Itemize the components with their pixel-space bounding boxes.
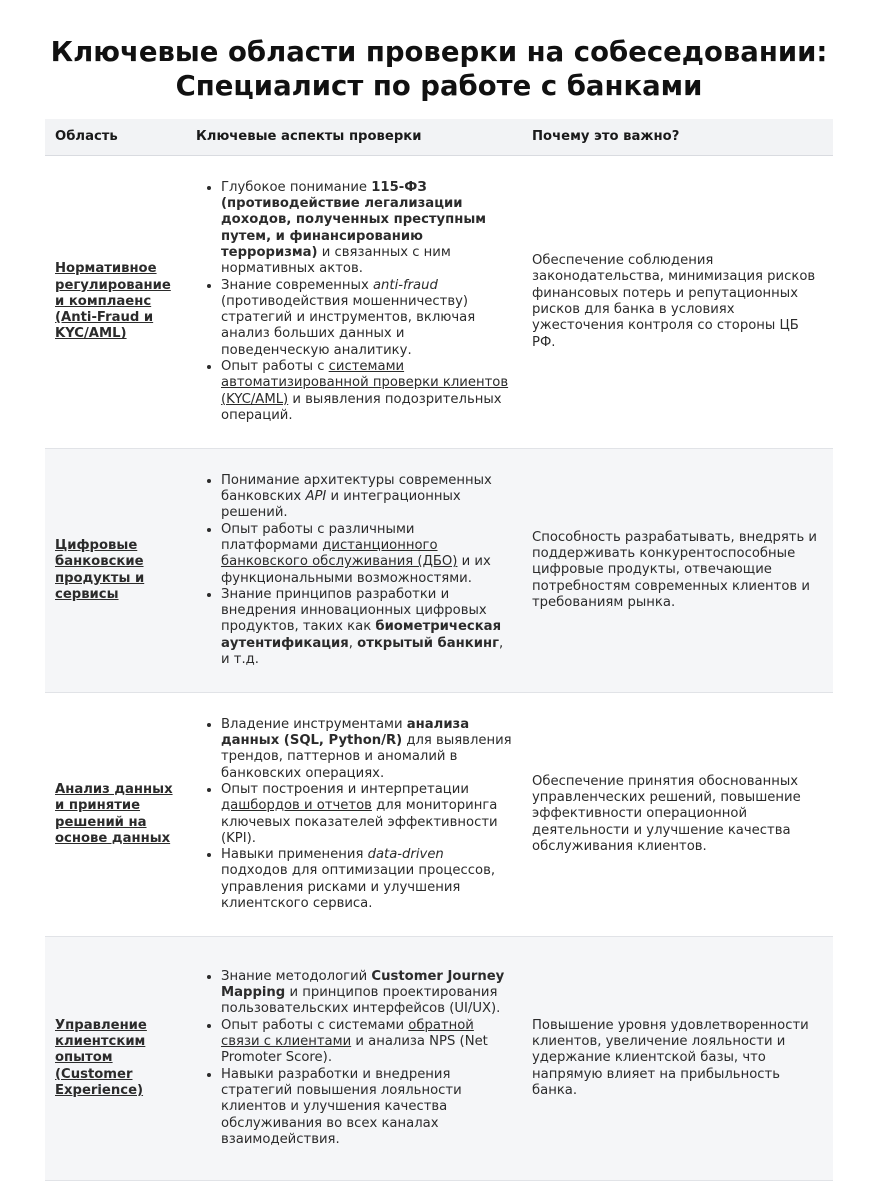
- area-link[interactable]: Цифровые банковские продукты и сервисы: [55, 537, 145, 602]
- list-item: • Знание современных anti-fraud (противодействия мошенничеству) стратегий и инструментов, включая анализ больших данных и поведенческую аналитику.: [221, 278, 512, 359]
- table-row: [45, 693, 833, 937]
- aspects-cell: [186, 693, 522, 937]
- interview-areas-table: [45, 119, 833, 1181]
- list-item: • Навыки применения data-driven подходов для оптимизации процессов, управления рисками и улучшения клиентского сервиса.: [221, 847, 512, 912]
- page-title-line-2: Специалист по работе с банками: [175, 70, 703, 102]
- aspects-cell: [186, 937, 522, 1181]
- header-aspects: Ключевые аспекты проверки: [186, 119, 522, 156]
- aspects-list: [206, 180, 512, 424]
- list-item: • Понимание архитектуры современных банковских API и интеграционных решений.: [221, 473, 512, 522]
- header-area: Область: [45, 119, 186, 156]
- list-item: • Опыт работы с различными платформами дистанционного банковского обслуживания (ДБО) и их функциональными возможностями.: [221, 522, 512, 587]
- page-title-line-1: Ключевые области проверки на собеседовании:: [50, 36, 828, 68]
- list-item: • Владение инструментами анализа данных (SQL, Python/R) для выявления трендов, паттернов и аномалий в банковских операциях.: [221, 717, 512, 782]
- underlined-term: дистанционного банковского обслуживания (ДБО): [221, 537, 458, 570]
- underlined-term: обратной связи с клиентами: [221, 1017, 474, 1050]
- area-link[interactable]: Нормативное регулирование и комплаенс (Anti-Fraud и KYC/AML): [55, 261, 171, 342]
- list-item: • Опыт работы с системами обратной связи с клиентами и анализа NPS (Net Promoter Score).: [221, 1018, 512, 1067]
- area-cell: [45, 693, 186, 937]
- area-link[interactable]: Анализ данных и принятие решений на основе данных: [55, 781, 173, 846]
- area-cell: [45, 156, 186, 449]
- aspects-list: [206, 717, 512, 913]
- table-header-row: [45, 119, 833, 156]
- underlined-term: дашбордов и отчетов: [221, 798, 372, 814]
- table-row: [45, 937, 833, 1181]
- why-cell: Обеспечение соблюдения законодательства, минимизация рисков финансовых потерь и репутационных рисков для банка в условиях ужесточения контроля со стороны ЦБ РФ.: [532, 253, 816, 350]
- list-item: • Опыт построения и интерпретации дашбордов и отчетов для мониторинга ключевых показателей эффективности (KPI).: [221, 782, 512, 847]
- header-why: Почему это важно?: [522, 119, 833, 156]
- area-link[interactable]: Управление клиентским опытом (Customer Experience): [55, 1017, 147, 1098]
- table-row: [45, 156, 833, 449]
- list-item: • Навыки разработки и внедрения стратегий повышения лояльности клиентов и улучшения качества обслуживания во всех каналах взаимодействия.: [221, 1067, 512, 1148]
- why-cell: Способность разрабатывать, внедрять и поддерживать конкурентоспособные цифровые продукты, отвечающие потребностям современных клиентов и требованиям рынка.: [532, 529, 817, 610]
- area-cell: [45, 937, 186, 1181]
- underlined-term: системами автоматизированной проверки клиентов (KYC/AML): [221, 359, 509, 407]
- why-cell: Повышение уровня удовлетворенности клиентов, увеличение лояльности и удержание клиентской базы, что напрямую влияет на прибыльность банка.: [532, 1017, 809, 1098]
- aspects-list: [206, 473, 512, 669]
- why-cell: Обеспечение принятия обоснованных управленческих решений, повышение эффективности операционной деятельности и улучшение качества обслуживания клиентов.: [532, 773, 801, 854]
- aspects-cell: [186, 156, 522, 449]
- page-title: [0, 35, 878, 103]
- list-item: • Знание методологий Customer Journey Mapping и принципов проектирования пользовательских интерфейсов (UI/UX).: [221, 969, 512, 1018]
- area-cell: [45, 449, 186, 693]
- list-item: • Глубокое понимание 115-ФЗ (противодействие легализации доходов, полученных преступным путем, и финансированию терроризма) и связанных с ним нормативных актов.: [221, 180, 512, 278]
- list-item: • Знание принципов разработки и внедрения инновационных цифровых продуктов, таких как биометрическая аутентификация, открытый банкинг, и т.д.: [221, 587, 512, 668]
- aspects-cell: [186, 449, 522, 693]
- list-item: • Опыт работы с системами автоматизированной проверки клиентов (KYC/AML) и выявления подозрительных операций.: [221, 359, 512, 424]
- table-row: [45, 449, 833, 693]
- aspects-list: [206, 969, 512, 1148]
